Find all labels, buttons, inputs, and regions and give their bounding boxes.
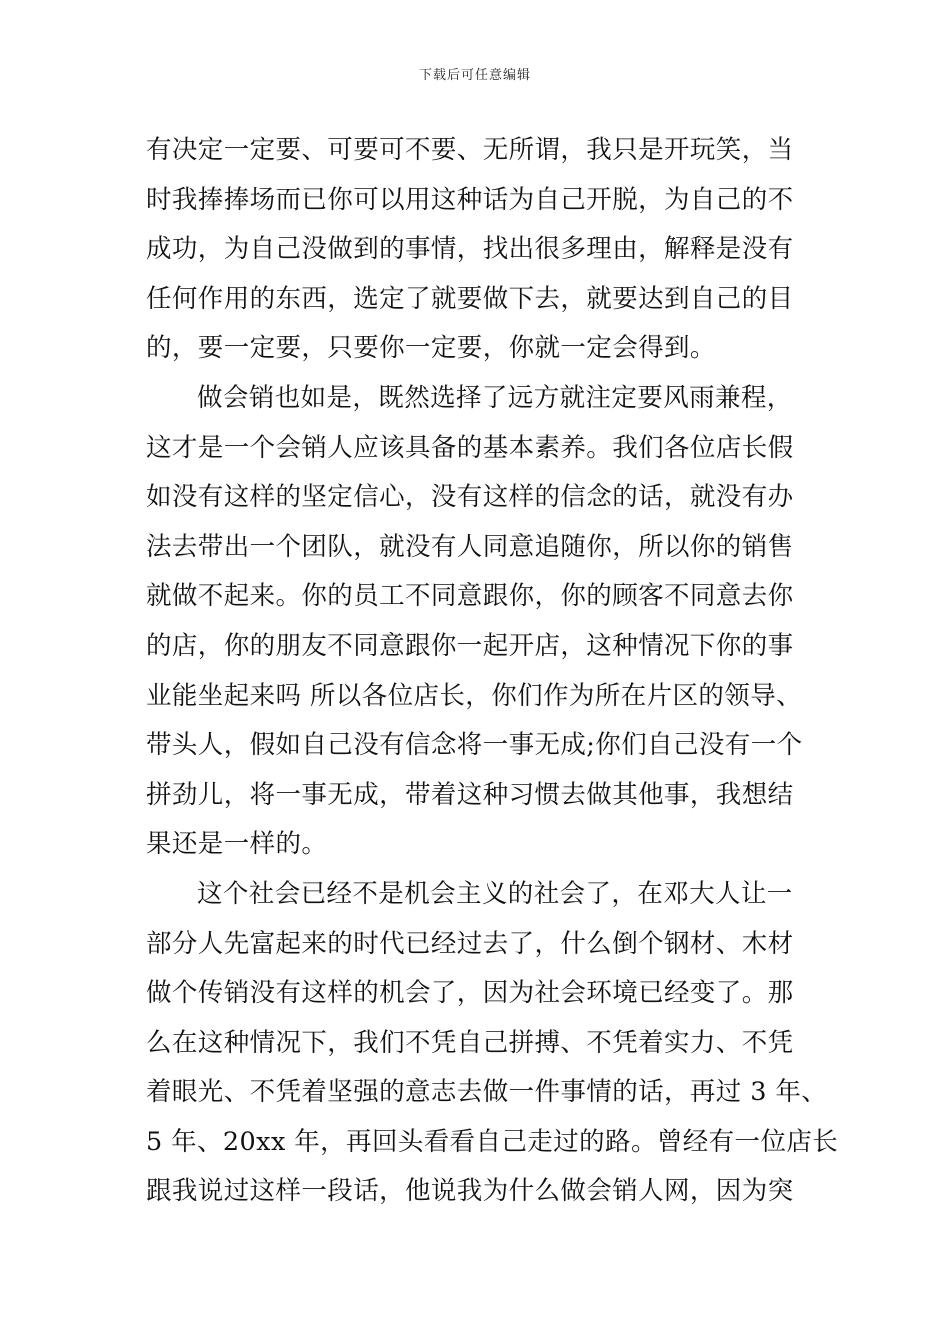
text-line: 这才是一个会销人应该具备的基本素养。我们各位店长假 (146, 432, 794, 463)
text-line: 带头人，假如自己没有信念将一事无成;你们自己没有一个 (146, 730, 803, 761)
text-line: 成功，为自己没做到的事情，找出很多理由，解释是没有 (146, 234, 794, 265)
document-body (146, 126, 839, 1217)
paragraph (146, 374, 806, 870)
text-line: 么在这种情况下，我们不凭自己拼搏、不凭着实力、不凭 (146, 1027, 794, 1058)
text-line: 的，要一定要，只要你一定要，你就一定会得到。 (146, 333, 716, 364)
text-line: 跟我说过这样一段话，他说我为什么做会销人网，因为突 (146, 1176, 794, 1207)
text-line: 做会销也如是，既然选择了远方就注定要风雨兼程， (197, 382, 793, 413)
text-line: 做个传销没有这样的机会了，因为社会环境已经变了。那 (146, 978, 794, 1009)
text-line: 着眼光、不凭着坚强的意志去做一件事情的话，再过 3 年、 (146, 1077, 828, 1108)
text-line: 这个社会已经不是机会主义的社会了，在邓大人让一 (197, 878, 793, 909)
text-line: 部分人先富起来的时代已经过去了，什么倒个钢材、木材 (146, 928, 794, 959)
text-line: 如没有这样的坚定信心，没有这样的信念的话，就没有办 (146, 482, 794, 513)
text-line: 时我捧捧场而已你可以用这种话为自己开脱，为自己的不 (146, 184, 794, 215)
text-line: 拼劲儿，将一事无成，带着这种习惯去做其他事，我想结 (146, 779, 794, 810)
text-line: 法去带出一个团队，就没有人同意追随你，所以你的销售 (146, 531, 794, 562)
text-line: 任何作用的东西，选定了就要做下去，就要达到自己的目 (146, 283, 794, 314)
text-line: 就做不起来。你的员工不同意跟你，你的顾客不同意去你 (146, 581, 794, 612)
page-header: 下载后可任意编辑 (418, 68, 531, 83)
text-line: 有决定一定要、可要可不要、无所谓，我只是开玩笑，当 (146, 135, 794, 165)
text-line: 的店，你的朋友不同意跟你一起开店，这种情况下你的事 (146, 630, 794, 661)
text-line: 果还是一样的。 (146, 829, 328, 860)
paragraph (146, 870, 839, 1217)
text-line: 5 年、20xx 年，再回头看看自己走过的路。曾经有一位店长 (146, 1126, 839, 1157)
text-line: 业能坐起来吗 所以各位店长，你们作为所在片区的领导、 (146, 680, 803, 711)
paragraph (146, 126, 806, 374)
